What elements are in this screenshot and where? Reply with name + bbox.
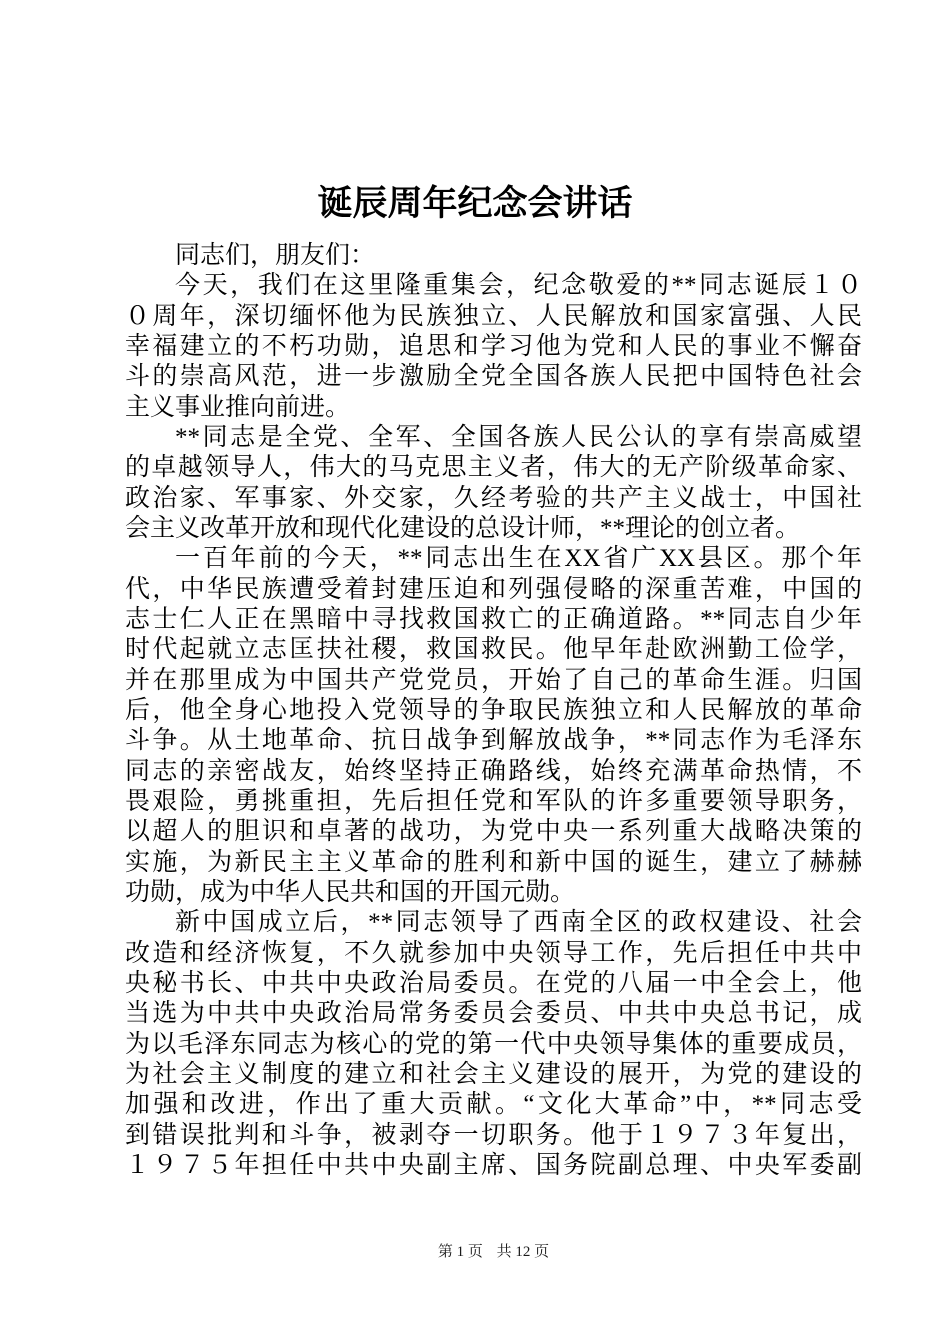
page-footer [125, 1242, 862, 1262]
text-line: 幸福建立的不朽功勋，追思和学习他为党和人民的事业不懈奋 [125, 332, 862, 360]
text-line: 为社会主义制度的建立和社会主义建设的展开，为党的建设的 [125, 1060, 862, 1088]
text-line: 到错误批判和斗争，被剥夺一切职务。他于１９７３年复出， [125, 1121, 862, 1149]
text-line: 同志们，朋友们： [175, 242, 376, 269]
document-body [125, 241, 862, 1181]
text-line: 同志的亲密战友，始终坚持正确路线，始终充满革命热情，不 [125, 757, 862, 785]
text-line: 以超人的胆识和卓著的战功，为党中央一系列重大战略决策的 [125, 818, 862, 846]
text-line: 当选为中共中央政治局常务委员会委员、中共中央总书记，成 [125, 1000, 862, 1028]
paragraph [125, 544, 862, 908]
page-number-label: 第 1 页 [437, 1244, 483, 1260]
text-line: 斗争。从土地革命、抗日战争到解放战争，**同志作为毛泽东 [125, 727, 862, 755]
text-line: 央秘书长、中共中央政治局委员。在党的八届一中全会上，他 [125, 969, 862, 997]
text-line: 并在那里成为中国共产党党员，开始了自己的革命生涯。归国 [125, 666, 862, 694]
text-line: 斗的崇高风范，进一步激励全党全国各族人民把中国特色社会 [125, 363, 862, 391]
text-line: 改造和经济恢复，不久就参加中央领导工作，先后担任中共中 [125, 939, 862, 967]
text-line: 主义事业推向前进。 [125, 393, 351, 421]
text-line: 志士仁人正在黑暗中寻找救国救亡的正确道路。**同志自少年 [125, 605, 862, 633]
text-line: 政治家、军事家、外交家，久经考验的共产主义战士，中国社 [125, 484, 862, 512]
text-line: １９７５年担任中共中央副主席、国务院副总理、中央军委副 [125, 1151, 862, 1179]
text-line: 新中国成立后，**同志领导了西南全区的政权建设、社会 [175, 909, 862, 937]
text-line: 畏艰险，勇挑重担，先后担任党和军队的许多重要领导职务， [125, 787, 862, 815]
page-count-label: 共 12 页 [496, 1244, 550, 1260]
paragraph [125, 908, 862, 1181]
text-line: 实施，为新民主主义革命的胜利和新中国的诞生，建立了赫赫 [125, 848, 862, 876]
document-title: 诞辰周年纪念会讲话 [317, 184, 633, 223]
text-line: 为以毛泽东同志为核心的党的第一代中央领导集体的重要成员， [125, 1030, 862, 1058]
text-line: 后，他全身心地投入党领导的争取民族独立和人民解放的革命 [125, 696, 862, 724]
paragraph [125, 271, 862, 423]
paragraph [125, 241, 862, 271]
text-line: 一百年前的今天，**同志出生在XX省广XX县区。那个年 [175, 545, 862, 573]
text-line: 会主义改革开放和现代化建设的总设计师，**理论的创立者。 [125, 514, 801, 542]
paragraph [125, 423, 862, 544]
text-line: 今天，我们在这里隆重集会，纪念敬爱的**同志诞辰１０ [175, 272, 862, 300]
text-line: 功勋，成为中华人民共和国的开国元勋。 [125, 878, 576, 906]
text-line: 加强和改进，作出了重大贡献。“文化大革命”中，**同志受 [125, 1091, 862, 1119]
text-line: ０周年，深切缅怀他为民族独立、人民解放和国家富强、人民 [125, 302, 862, 330]
text-line: 时代起就立志匡扶社稷，救国救民。他早年赴欧洲勤工俭学， [125, 636, 862, 664]
text-line: **同志是全党、全军、全国各族人民公认的享有崇高威望 [175, 423, 862, 451]
text-line: 的卓越领导人，伟大的马克思主义者，伟大的无产阶级革命家、 [125, 454, 862, 482]
text-line: 代，中华民族遭受着封建压迫和列强侵略的深重苦难，中国的 [125, 575, 862, 603]
